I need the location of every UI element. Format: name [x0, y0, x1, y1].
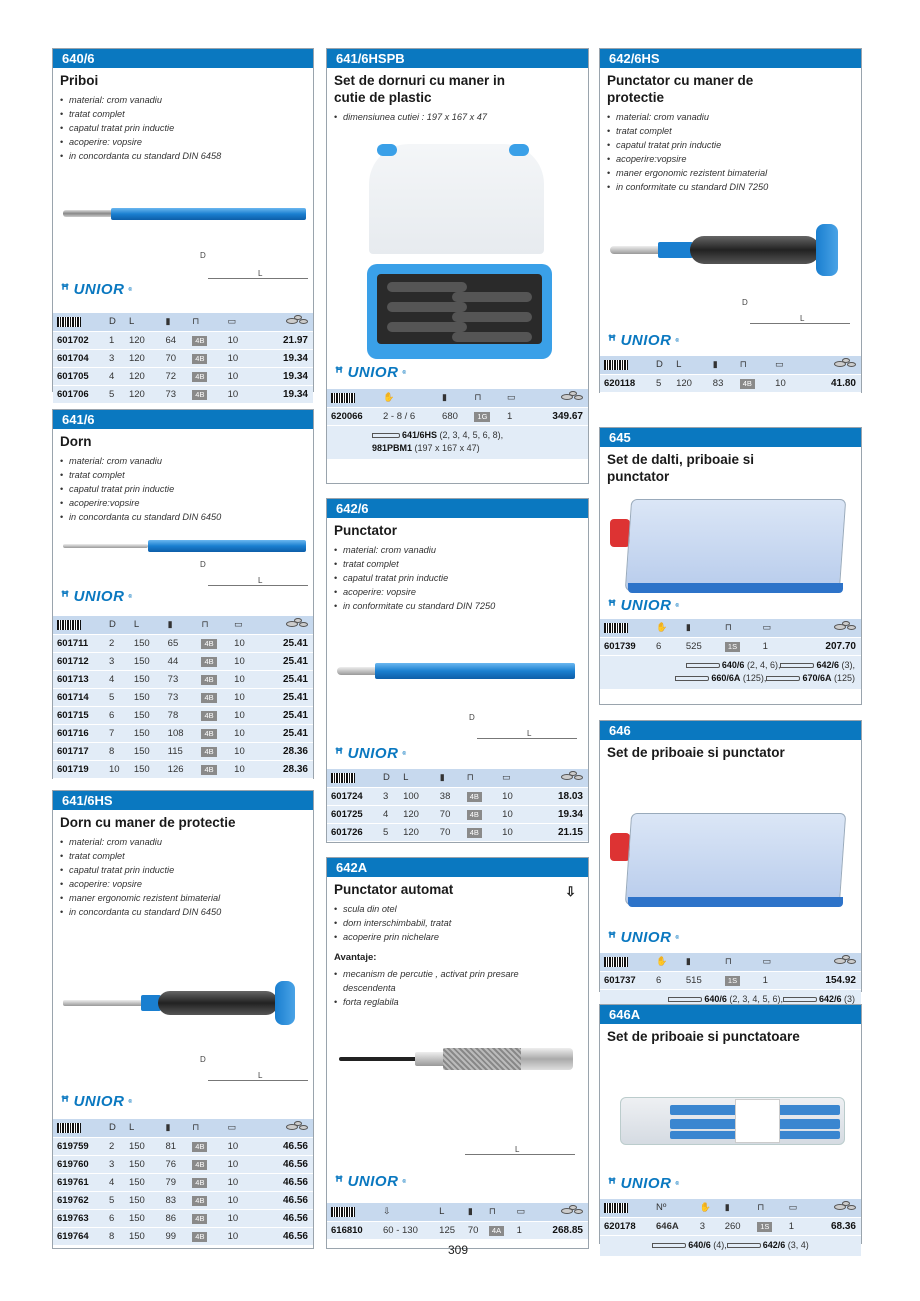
- package-icon: ⊓: [201, 619, 209, 630]
- product-image: [600, 763, 861, 953]
- quantity-icon: ▭: [516, 1206, 526, 1217]
- product-title: Priboi: [60, 73, 99, 88]
- feature-item: • scula din otel: [334, 902, 581, 916]
- feature-item: • in concordanta cu standard DIN 6458: [60, 149, 306, 163]
- product-code: 646: [600, 721, 861, 740]
- feature-item: • tratat complet: [60, 107, 306, 121]
- product-card-646: [599, 720, 862, 1004]
- feature-item: • capatul tratat prin inductie: [60, 863, 306, 877]
- table-row: 620066 2 - 8 / 6 680 1G 1 349.67: [327, 407, 588, 425]
- dimension-diagram: D L: [208, 1059, 308, 1081]
- product-code: 641/6: [53, 410, 313, 429]
- product-image: [53, 163, 313, 313]
- feature-item: • material: crom vanadiu: [334, 543, 581, 557]
- feature-list: [53, 452, 313, 524]
- table-row: 616810 60 - 130 125 70 4A 1 268.85: [327, 1221, 588, 1239]
- quantity-icon: ▭: [762, 956, 772, 967]
- feature-item: • capatul tratat prin inductie: [607, 138, 854, 152]
- table-row: 619760 3 150 76 4B 10 46.56: [53, 1155, 313, 1173]
- package-icon: ⊓: [192, 1122, 200, 1133]
- advantage-item: • forta reglabila: [334, 995, 581, 1009]
- downward-force-icon: ⇩: [565, 884, 576, 899]
- weight-icon: ▮: [439, 772, 445, 783]
- unior-logo: ꟸ UNIOR ®: [608, 929, 680, 946]
- spec-table: D L ▮ ⊓ ▭ 620118 5 120 83 4B 10 41.80: [600, 356, 861, 393]
- feature-item: • acoperire: vopsire: [60, 877, 306, 891]
- unior-logo: ꟸ UNIOR ®: [335, 364, 407, 381]
- spec-table: D L ▮ ⊓ ▭ 601711 2 150 65 4B 10 25.41 601712 3 150 44 4B 10 25.41 601713 4 150 73 4B 10 25.41 601714 5 150 73 4B 10 25.41 601715 6 150 78 4B 10 25.41 601716 7 150 108 4B 10 25.41 601717 8 150 115 4B 10 28.36 601719 10 150 126 4B 10 28.36: [53, 616, 313, 779]
- product-card-641-6hs: [52, 790, 314, 1249]
- table-row: 601706 5 120 73 4B 10 19.34: [53, 385, 313, 403]
- unior-logo: ꟸ UNIOR ®: [61, 588, 133, 605]
- product-image: [327, 124, 588, 389]
- table-row: 601716 7 150 108 4B 10 25.41: [53, 724, 313, 742]
- package-icon: ⊓: [466, 772, 474, 783]
- feature-item: • acoperire:vopsire: [60, 496, 306, 510]
- spec-table: D L ▮ ⊓ ▭ 601724 3 100 38 4B 10 18.03 601725 4 120 70 4B 10 19.34 601726 5 120 70 4B 10 21.15: [327, 769, 588, 842]
- feature-list: [327, 108, 588, 124]
- price-coins-icon: [286, 1121, 308, 1131]
- unior-logo: ꟸ UNIOR ®: [61, 281, 133, 298]
- product-card-645: [599, 427, 862, 705]
- quantity-icon: ▭: [502, 772, 511, 783]
- product-title: Set de dalti, priboaie si punctator: [607, 452, 755, 484]
- feature-item: • tratat complet: [607, 124, 854, 138]
- product-code: 642A: [327, 858, 588, 877]
- barcode-icon: [604, 360, 628, 370]
- product-card-640-6: [52, 48, 314, 400]
- barcode-icon: [604, 957, 628, 967]
- spec-table: [327, 389, 588, 426]
- tool-icon: [652, 1243, 686, 1248]
- feature-item: • acoperire prin nichelare: [334, 930, 581, 944]
- table-row: 619762 5 150 83 4B 10 46.56: [53, 1191, 313, 1209]
- feature-item: • material: crom vanadiu: [60, 835, 306, 849]
- weight-icon: ▮: [685, 622, 691, 633]
- set-contents: 641/6HS (2, 3, 4, 5, 6, 8), 981PBM1 (197 x 167 x 47): [327, 426, 588, 459]
- spec-table: D L ▮ ⊓ ▭ 601702 1 120 64 4B 10 21.97 601704 3 120 70 4B 10 19.34 601705 4 120 72 4B 10 19.34 601706 5 120 73 4B 10 19.34: [53, 313, 313, 404]
- product-image: [53, 919, 313, 1119]
- feature-item: • material: crom vanadiu: [60, 93, 306, 107]
- tool-icon: [372, 433, 400, 438]
- price-coins-icon: [561, 771, 583, 781]
- product-card-642-6hs: [599, 48, 862, 393]
- hand-pieces-icon: ✋: [699, 1202, 711, 1213]
- spec-table: Nº ✋ ▮ ⊓ ▭ 620178 646A 3 260 1S 1 68.36: [600, 1199, 861, 1236]
- hand-pieces-icon: ✋: [656, 956, 668, 967]
- tool-icon: [783, 997, 817, 1002]
- feature-item: • maner ergonomic rezistent bimaterial: [60, 891, 306, 905]
- table-row: 601726 5 120 70 4B 10 21.15: [327, 823, 588, 841]
- unior-logo: ꟸ UNIOR ®: [608, 1175, 680, 1192]
- feature-item: • in concordanta cu standard DIN 6450: [60, 510, 306, 524]
- feature-item: • acoperire: vopsire: [60, 135, 306, 149]
- package-icon: ⊓: [757, 1202, 765, 1213]
- table-row: 601715 6 150 78 4B 10 25.41: [53, 706, 313, 724]
- feature-item: • tratat complet: [60, 849, 306, 863]
- table-row: 601713 4 150 73 4B 10 25.41: [53, 670, 313, 688]
- quantity-icon: ▭: [507, 392, 516, 403]
- quantity-icon: ▭: [227, 1122, 237, 1133]
- unior-logo: ꟸ UNIOR ®: [335, 745, 407, 762]
- product-image: [53, 524, 313, 616]
- feature-item: • tratat complet: [60, 468, 306, 482]
- barcode-icon: [57, 1123, 81, 1133]
- product-title: Set de priboaie si punctatoare: [607, 1029, 800, 1044]
- advantage-item: • mecanism de percutie , activat prin presare descendenta: [334, 967, 534, 995]
- barcode-icon: [57, 620, 81, 630]
- table-row: 601737 6 515 1S 1 154.92: [600, 971, 861, 989]
- unior-logo: ꟸ UNIOR ®: [608, 332, 680, 349]
- weight-icon: ▮: [724, 1202, 730, 1213]
- feature-list: [327, 900, 588, 944]
- barcode-icon: [331, 773, 355, 783]
- product-code: 641/6HSPB: [327, 49, 588, 68]
- product-title: Punctator cu maner de protectie: [607, 73, 754, 105]
- feature-item: • acoperire:vopsire: [607, 152, 854, 166]
- spec-table: D L ▮ ⊓ ▭ 619759 2 150 81 4B 10 46.56 619760 3 150 76 4B 10 46.56 619761 4 150 79 4B 10 46.56 619762 5 150 83 4B 10 46.56 619763 6 150 86 4B 10 46.56 619764 8 150 99 4B 10 46.56: [53, 1119, 313, 1246]
- tool-icon: [675, 676, 709, 681]
- quantity-icon: ▭: [234, 619, 243, 630]
- table-row: 601725 4 120 70 4B 10 19.34: [327, 805, 588, 823]
- product-code: 646A: [600, 1005, 861, 1024]
- product-card-641-6: [52, 409, 314, 779]
- package-icon: ⊓: [724, 622, 732, 633]
- quantity-icon: ▭: [762, 622, 772, 633]
- page-number: 309: [448, 1243, 469, 1257]
- weight-icon: ▮: [442, 392, 447, 403]
- table-row: 601705 4 120 72 4B 10 19.34: [53, 367, 313, 385]
- table-row: 620178 646A 3 260 1S 1 68.36: [600, 1217, 861, 1235]
- spec-table: [600, 619, 861, 656]
- weight-icon: ▮: [685, 956, 691, 967]
- price-coins-icon: [834, 358, 856, 368]
- dimension-diagram: D L: [208, 564, 308, 586]
- product-title: Punctator: [334, 523, 398, 538]
- feature-item: • capatul tratat prin inductie: [60, 482, 306, 496]
- price-coins-icon: [561, 1205, 583, 1215]
- product-title: Set de dornuri cu maner in cutie de plastic: [334, 73, 506, 105]
- quantity-icon: ▭: [788, 1202, 798, 1213]
- feature-list: [53, 833, 313, 919]
- table-row: 619763 6 150 86 4B 10 46.56: [53, 1209, 313, 1227]
- feature-list: [600, 108, 861, 194]
- product-title: Dorn cu maner de protectie: [60, 815, 236, 830]
- table-row: 601712 3 150 44 4B 10 25.41: [53, 652, 313, 670]
- product-image: [327, 613, 588, 769]
- product-title: Dorn: [60, 434, 92, 449]
- feature-list: [53, 91, 313, 163]
- product-image: [600, 487, 861, 619]
- table-row: 620118 5 120 83 4B 10 41.80: [600, 374, 861, 392]
- feature-item: • in concordanta cu standard DIN 6450: [60, 905, 306, 919]
- advantages-heading: Avantaje:: [334, 952, 377, 963]
- table-row: 601702 1 120 64 4B 10 21.97: [53, 331, 313, 349]
- tool-icon: [668, 997, 702, 1002]
- price-coins-icon: [286, 315, 308, 325]
- product-image: [327, 1009, 588, 1203]
- dimension-diagram: L: [465, 1129, 575, 1155]
- package-icon: ⊓: [724, 956, 732, 967]
- table-row: 601704 3 120 70 4B 10 19.34: [53, 349, 313, 367]
- table-row: 601714 5 150 73 4B 10 25.41: [53, 688, 313, 706]
- barcode-icon: [604, 1203, 628, 1213]
- quantity-icon: ▭: [227, 316, 237, 327]
- product-code: 645: [600, 428, 861, 447]
- unior-logo: ꟸ UNIOR ®: [61, 1093, 133, 1110]
- tool-icon: [686, 663, 720, 668]
- product-code: 642/6HS: [600, 49, 861, 68]
- product-card-642-6: [326, 498, 589, 843]
- table-row: 601711 2 150 65 4B 10 25.41: [53, 634, 313, 652]
- price-coins-icon: [834, 1201, 856, 1211]
- force-icon: ⇩: [383, 1206, 391, 1217]
- feature-item: • in conformitate cu standard DIN 7250: [607, 180, 854, 194]
- product-image: [600, 1047, 861, 1199]
- package-icon: ⊓: [739, 359, 747, 370]
- feature-item: • acoperire: vopsire: [334, 585, 581, 599]
- quantity-icon: ▭: [775, 359, 784, 370]
- dimension-diagram: D L: [477, 717, 577, 739]
- tool-icon: [727, 1243, 761, 1248]
- product-card-641-6hspb: [326, 48, 589, 484]
- feature-item: • material: crom vanadiu: [60, 454, 306, 468]
- tool-icon: [766, 676, 800, 681]
- barcode-icon: [604, 623, 628, 633]
- spec-table: ⇩ L ▮ ⊓ ▭ 616810 60 - 130 125 70 4A 1 268.85: [327, 1203, 588, 1240]
- product-code: 640/6: [53, 49, 313, 68]
- table-row: 601717 8 150 115 4B 10 28.36: [53, 742, 313, 760]
- product-card-646a: [599, 1004, 862, 1250]
- feature-item: • tratat complet: [334, 557, 581, 571]
- feature-list: [327, 541, 588, 613]
- tool-icon: [780, 663, 814, 668]
- product-code: 641/6HS: [53, 791, 313, 810]
- feature-item: • capatul tratat prin inductie: [60, 121, 306, 135]
- feature-item: • maner ergonomic rezistent bimaterial: [607, 166, 854, 180]
- price-coins-icon: [561, 391, 583, 401]
- price-coins-icon: [286, 618, 308, 628]
- table-row: 619759 2 150 81 4B 10 46.56: [53, 1137, 313, 1155]
- table-row: 601739 6 525 1S 1 207.70: [600, 637, 861, 655]
- table-row: 619764 8 150 99 4B 10 46.56: [53, 1227, 313, 1245]
- package-icon: ⊓: [488, 1206, 496, 1217]
- set-contents: 640/6 (2, 4, 6), 642/6 (3), 660/6A (125), 670/6A (125): [600, 656, 861, 689]
- advantages-list: [327, 965, 588, 1009]
- product-card-642a: [326, 857, 589, 1249]
- table-row: 601724 3 100 38 4B 10 18.03: [327, 787, 588, 805]
- feature-item: • in conformitate cu standard DIN 7250: [334, 599, 581, 613]
- weight-icon: ▮: [167, 619, 173, 630]
- dimension-diagram: D L: [750, 302, 850, 324]
- hand-pieces-icon: ✋: [656, 622, 668, 633]
- package-icon: ⊓: [192, 316, 200, 327]
- product-title: Punctator automat: [334, 882, 454, 897]
- set-contents: 640/6 (4), 642/6 (3, 4): [600, 1236, 861, 1256]
- feature-item: • dimensiunea cutiei : 197 x 167 x 47: [334, 110, 581, 124]
- hand-pieces-icon: ✋: [383, 392, 395, 403]
- set-contents: 640/6 (2, 3, 4, 5, 6), 642/6 (3): [600, 990, 861, 1010]
- feature-item: • material: crom vanadiu: [607, 110, 854, 124]
- table-row: 601719 10 150 126 4B 10 28.36: [53, 760, 313, 778]
- package-icon: ⊓: [474, 392, 482, 403]
- feature-item: • dorn interschimbabil, tratat: [334, 916, 581, 930]
- price-coins-icon: [834, 621, 856, 631]
- product-title: Set de priboaie si punctator: [607, 745, 785, 760]
- unior-logo: ꟸ UNIOR ®: [335, 1173, 407, 1190]
- product-image: [600, 194, 861, 356]
- weight-icon: ▮: [165, 1122, 171, 1133]
- price-coins-icon: [834, 955, 856, 965]
- barcode-icon: [331, 393, 355, 403]
- spec-table: [600, 953, 861, 990]
- dimension-diagram: D L: [208, 255, 308, 279]
- weight-icon: ▮: [467, 1206, 473, 1217]
- unior-logo: ꟸ UNIOR ®: [608, 597, 680, 614]
- weight-icon: ▮: [165, 316, 171, 327]
- table-row: 619761 4 150 79 4B 10 46.56: [53, 1173, 313, 1191]
- feature-item: • capatul tratat prin inductie: [334, 571, 581, 585]
- product-code: 642/6: [327, 499, 588, 518]
- weight-icon: ▮: [712, 359, 718, 370]
- barcode-icon: [57, 317, 81, 327]
- barcode-icon: [331, 1207, 355, 1217]
